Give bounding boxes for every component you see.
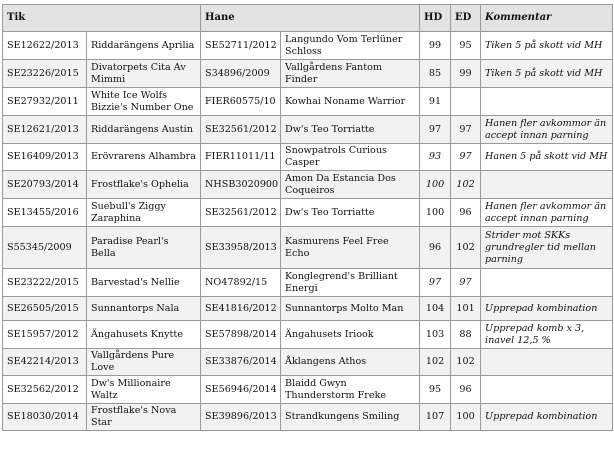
tik-name: Vallgårdens Pure Love: [87, 349, 201, 376]
hd-value: 99: [420, 32, 451, 60]
hane-reg: SE33876/2014: [201, 349, 281, 376]
tik-reg: SE20793/2014: [3, 171, 87, 199]
table-row: [3, 116, 613, 144]
tik-reg: SE42214/2013: [3, 349, 87, 376]
hane-name: Konglegrend's Brilliant Energi: [281, 269, 420, 297]
header-hane: Hane: [201, 5, 420, 32]
tik-reg: SE13455/2016: [3, 199, 87, 227]
breeding-table: [2, 4, 613, 431]
ed-value: 95: [451, 32, 481, 60]
header-tik: Tik: [3, 5, 201, 32]
ed-value: 97: [451, 269, 481, 297]
tik-name: Suebull's Ziggy Zaraphina: [87, 199, 201, 227]
hane-name: Ängahusets Iriook: [281, 321, 420, 349]
hane-reg: SE32561/2012: [201, 199, 281, 227]
hd-value: 93: [420, 144, 451, 171]
hd-value: 107: [420, 404, 451, 431]
tik-name: Paradise Pearl's Bella: [87, 227, 201, 269]
hane-reg: FIER60575/10: [201, 88, 281, 116]
table-row: [3, 32, 613, 60]
hane-reg: SE52711/2012: [201, 32, 281, 60]
hane-name: Åklangens Athos: [281, 349, 420, 376]
ed-value: 102: [451, 227, 481, 269]
hd-value: 100: [420, 171, 451, 199]
hane-reg: SE41816/2012: [201, 297, 281, 321]
tik-reg: SE27932/2011: [3, 88, 87, 116]
hane-reg: SE33958/2013: [201, 227, 281, 269]
hd-value: 85: [420, 60, 451, 88]
hane-name: Strandkungens Smiling: [281, 404, 420, 431]
tik-name: Erövrarens Alhambra: [87, 144, 201, 171]
ed-value: 100: [451, 404, 481, 431]
hane-reg: SE32561/2012: [201, 116, 281, 144]
tik-reg: SE23222/2015: [3, 269, 87, 297]
table-row: [3, 171, 613, 199]
ed-value: [451, 88, 481, 116]
hane-reg: FIER11011/11: [201, 144, 281, 171]
kommentar-value: [481, 349, 613, 376]
ed-value: 99: [451, 60, 481, 88]
kommentar-value: Tiken 5 på skott vid MH: [481, 60, 613, 88]
table-row: [3, 297, 613, 321]
hane-name: Snowpatrols Curious Casper: [281, 144, 420, 171]
hane-name: Sunnantorps Molto Man: [281, 297, 420, 321]
ed-value: 102: [451, 171, 481, 199]
ed-value: 97: [451, 144, 481, 171]
hane-reg: SE56946/2014: [201, 376, 281, 404]
table-row: [3, 404, 613, 431]
header-ed: ED: [451, 5, 481, 32]
hd-value: 95: [420, 376, 451, 404]
tik-reg: SE12621/2013: [3, 116, 87, 144]
tik-reg: SE23226/2015: [3, 60, 87, 88]
table-row: [3, 144, 613, 171]
tik-name: Riddarängens Austin: [87, 116, 201, 144]
kommentar-value: [481, 376, 613, 404]
hd-value: 91: [420, 88, 451, 116]
tik-reg: SE26505/2015: [3, 297, 87, 321]
ed-value: 102: [451, 349, 481, 376]
hane-reg: S34896/2009: [201, 60, 281, 88]
ed-value: 96: [451, 199, 481, 227]
tik-reg: SE15957/2012: [3, 321, 87, 349]
tik-reg: SE16409/2013: [3, 144, 87, 171]
kommentar-value: [481, 269, 613, 297]
hane-reg: SE57898/2014: [201, 321, 281, 349]
table-row: [3, 88, 613, 116]
table-row: [3, 199, 613, 227]
kommentar-value: [481, 88, 613, 116]
kommentar-value: Hanen 5 på skott vid MH: [481, 144, 613, 171]
hane-name: Vallgårdens Fantom Finder: [281, 60, 420, 88]
header-row: [3, 5, 613, 32]
kommentar-value: Upprepad kombination: [481, 404, 613, 431]
tik-name: White Ice Wolfs Bizzie's Number One: [87, 88, 201, 116]
hd-value: 100: [420, 199, 451, 227]
table-row: [3, 321, 613, 349]
tik-name: Frostflake's Ophelia: [87, 171, 201, 199]
hane-name: Dw's Teo Torriatte: [281, 116, 420, 144]
kommentar-value: Upprepad komb x 3, inavel 12,5 %: [481, 321, 613, 349]
hane-name: Kowhai Noname Warrior: [281, 88, 420, 116]
header-hd: HD: [420, 5, 451, 32]
tik-name: Frostflake's Nova Star: [87, 404, 201, 431]
tik-name: Ängahusets Knytte: [87, 321, 201, 349]
tik-name: Dw's Millionaire Waltz: [87, 376, 201, 404]
kommentar-value: Hanen fler avkommor än accept innan parning: [481, 199, 613, 227]
tik-name: Divatorpets Cita Av Mimmi: [87, 60, 201, 88]
hane-name: Dw's Teo Torriatte: [281, 199, 420, 227]
hane-name: Amon Da Estancia Dos Coqueiros: [281, 171, 420, 199]
table-row: [3, 269, 613, 297]
hd-value: 97: [420, 116, 451, 144]
table-row: [3, 227, 613, 269]
ed-value: 101: [451, 297, 481, 321]
kommentar-value: Hanen fler avkommor än accept innan parning: [481, 116, 613, 144]
table-row: [3, 376, 613, 404]
hd-value: 102: [420, 349, 451, 376]
tik-name: Sunnantorps Nala: [87, 297, 201, 321]
table-row: [3, 349, 613, 376]
kommentar-value: Strider mot SKKs grundregler tid mellan parning: [481, 227, 613, 269]
table-row: [3, 60, 613, 88]
hd-value: 96: [420, 227, 451, 269]
tik-reg: SE18030/2014: [3, 404, 87, 431]
ed-value: 96: [451, 376, 481, 404]
hane-name: Blaidd Gwyn Thunderstorm Freke: [281, 376, 420, 404]
hd-value: 104: [420, 297, 451, 321]
ed-value: 97: [451, 116, 481, 144]
tik-reg: SE12622/2013: [3, 32, 87, 60]
kommentar-value: Upprepad kombination: [481, 297, 613, 321]
kommentar-value: Tiken 5 på skott vid MH: [481, 32, 613, 60]
hane-name: Langundo Vom Terlüner Schloss: [281, 32, 420, 60]
tik-reg: S55345/2009: [3, 227, 87, 269]
tik-name: Riddarängens Aprilia: [87, 32, 201, 60]
hane-reg: NO47892/15: [201, 269, 281, 297]
hd-value: 97: [420, 269, 451, 297]
hane-name: Kasmurens Feel Free Echo: [281, 227, 420, 269]
tik-name: Barvestad's Nellie: [87, 269, 201, 297]
tik-reg: SE32562/2012: [3, 376, 87, 404]
header-kommentar: Kommentar: [481, 5, 613, 32]
hd-value: 103: [420, 321, 451, 349]
ed-value: 88: [451, 321, 481, 349]
hane-reg: NHSB3020900: [201, 171, 281, 199]
hane-reg: SE39896/2013: [201, 404, 281, 431]
kommentar-value: [481, 171, 613, 199]
